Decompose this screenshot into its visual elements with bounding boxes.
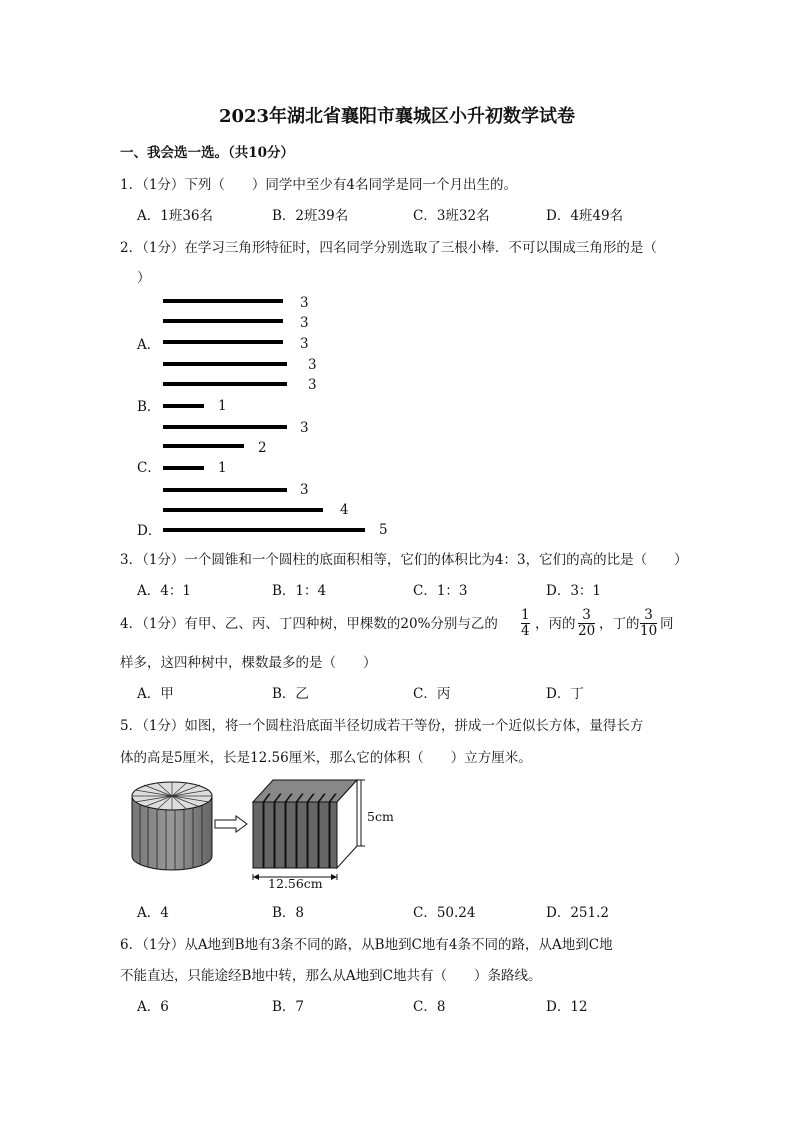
q4-option-d: D．丁: [546, 686, 584, 702]
q4-fraction-3: [640, 608, 657, 639]
stick-length: 5: [379, 522, 388, 538]
page-title: 2023年湖北省襄阳市襄城区小升初数学试卷: [218, 106, 576, 127]
q6-option-d: D．12: [546, 999, 588, 1015]
fraction-numerator: 3: [644, 607, 653, 623]
stick: [163, 340, 283, 344]
stick-length: 3: [300, 482, 309, 498]
stick-length: 1: [218, 398, 227, 414]
stick-length: 3: [300, 315, 309, 331]
q2-option-c-label: C．: [137, 460, 161, 476]
stick: [163, 528, 365, 532]
stick-length: 3: [300, 336, 309, 352]
fraction-numerator: 1: [521, 607, 530, 623]
length-label: 12.56cm: [268, 876, 323, 891]
height-label: 5cm: [367, 809, 394, 824]
q3-option-c: C．1：3: [413, 583, 468, 599]
cylinder-figure: [128, 774, 218, 874]
q4-option-b: B．乙: [272, 686, 309, 702]
q4-stem-part4: 同: [660, 616, 674, 632]
fraction-denominator: 20: [578, 623, 596, 639]
q2-stem-line2: ）: [137, 270, 151, 286]
fraction-denominator: 4: [521, 623, 530, 639]
q4-option-c: C．丙: [413, 686, 451, 702]
q3-option-a: A．4：1: [137, 583, 191, 599]
q4-stem-line2: 样多，这四种树中，棵数最多的是（ ）: [120, 655, 377, 671]
stick: [163, 425, 287, 429]
stick-length: 1: [218, 460, 227, 476]
right-arrow-icon: [214, 815, 248, 833]
stick-length: 4: [340, 502, 349, 518]
q4-stem-part1: 4．（1分）有甲、乙、丙、丁四种树，甲棵数的20%分别与乙的: [120, 616, 498, 632]
q5-stem-line2: 体的高是5厘米，长是12.56厘米，那么它的体积（ ）立方厘米。: [120, 750, 532, 766]
q6-option-b: B．7: [272, 999, 305, 1015]
stick-length: 3: [300, 295, 309, 311]
q3-stem: 3．（1分）一个圆锥和一个圆柱的底面积相等，它们的体积比为4：3，它们的高的比是（ ）: [120, 552, 688, 568]
q5-option-a: A．4: [137, 905, 169, 921]
q4-option-a: A．甲: [137, 686, 174, 702]
q5-option-c: C．50.24: [413, 905, 476, 921]
q5-option-d: D．251.2: [546, 905, 609, 921]
section-heading: 一、我会选一选。（共10分）: [120, 145, 295, 161]
q6-stem-line1: 6．（1分）从A地到B地有3条不同的路，从B地到C地有4条不同的路，从A地到C地: [120, 937, 613, 953]
q1-option-c: C．3班32名: [413, 208, 490, 224]
fraction-numerator: 3: [582, 607, 591, 623]
q1-stem: 1．（1分）下列（ ）同学中至少有4名同学是同一个月出生的。: [120, 177, 518, 193]
q1-option-d: D．4班49名: [546, 208, 624, 224]
stick: [163, 362, 287, 366]
stick: [163, 382, 287, 386]
stick: [163, 488, 287, 492]
stick-length: 3: [308, 377, 317, 393]
q6-stem-line2: 不能直达，只能途经B地中转，那么从A地到C地共有（ ）条路线。: [120, 968, 542, 984]
q1-option-a: A．1班36名: [137, 208, 214, 224]
q4-stem-part3: ，丁的: [599, 616, 640, 632]
stick: [163, 404, 204, 408]
q6-option-c: C．8: [413, 999, 446, 1015]
q6-option-a: A．6: [137, 999, 169, 1015]
q5-stem-line1: 5．（1分）如图，将一个圆柱沿底面半径切成若干等份，拼成一个近似长方体，量得长方: [120, 718, 644, 734]
stick: [163, 444, 244, 448]
stick-length: 2: [258, 440, 267, 456]
stick: [163, 508, 323, 512]
fraction-denominator: 10: [640, 623, 658, 639]
q4-stem-part2: ，丙的: [535, 616, 576, 632]
q5-option-b: B．8: [272, 905, 305, 921]
q3-option-d: D．3：1: [546, 583, 602, 599]
stick-length: 3: [308, 357, 317, 373]
q4-fraction-1: [521, 608, 530, 639]
q4-fraction-2: [578, 608, 595, 639]
stick-length: 3: [300, 420, 309, 436]
stick: [163, 466, 204, 470]
q2-option-b-label: B．: [137, 399, 161, 415]
q3-option-b: B．1：4: [272, 583, 327, 599]
q2-option-d-label: D．: [137, 523, 162, 539]
q1-option-b: B．2班39名: [272, 208, 349, 224]
q2-stem-line1: 2．（1分）在学习三角形特征时，四名同学分别选取了三根小棒．不可以围成三角形的是（: [120, 240, 657, 256]
stick: [163, 319, 283, 323]
q2-option-a-label: A．: [137, 337, 161, 353]
stick: [163, 299, 283, 303]
